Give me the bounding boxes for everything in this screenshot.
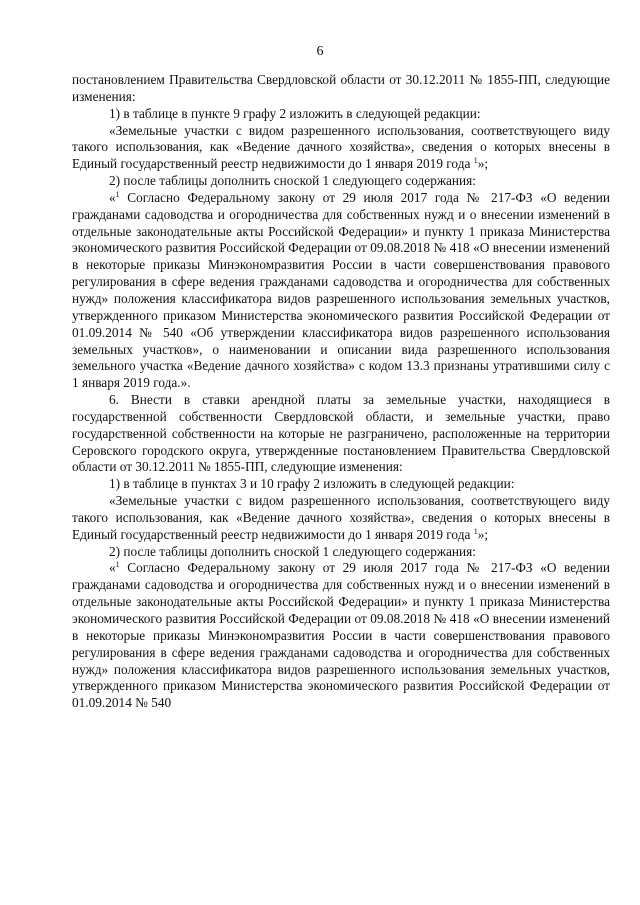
paragraph	[72, 493, 610, 544]
paragraph-text: «	[109, 560, 116, 576]
paragraph-text-tail: »;	[477, 526, 489, 542]
paragraph	[72, 392, 610, 476]
paragraph-text: 2) после таблицы дополнить сноской 1 следующего содержания:	[109, 543, 476, 559]
paragraph	[72, 72, 610, 106]
footnote-marker: 1	[115, 560, 120, 570]
paragraph	[72, 544, 610, 561]
footnote-marker: 1	[473, 156, 478, 166]
paragraph-text: 1) в таблице в пунктах 3 и 10 графу 2 изложить в следующей редакции:	[109, 476, 515, 492]
paragraph-text-tail: Согласно Федеральному закону от 29 июля 2017 года № 217-ФЗ «О ведении гражданами садоводства и огородничества для собственных нужд и о внесении изменений в отдельные законодательные акты Российской Федерации» и пункту 1 приказа Министерства экономического развития Российской Федерации от 09.08.2018 № 418 «О внесении изменений в некоторые приказы Минэкономразвития России в части совершенствования правового регулирования в сфере ведения гражданами садоводства и огородничества для собственных нужд» положения классификатора видов разрешенного использования земельных участков, утвержденного приказом Министерства экономического развития Российской Федерации от 01.09.2014 № 540 «Об утверждении классификатора видов разрешенного использования земельных участков», о наименовании и описании вида разрешенного использования земельного участка «Ведение дачного хозяйства» с кодом 13.3 признаны утратившими силу с 1 января 2019 года.».	[72, 189, 610, 391]
paragraph-text: «	[109, 189, 116, 205]
page-number: 6	[316, 44, 324, 59]
paragraph	[72, 190, 610, 392]
paragraph-text: 1) в таблице в пункте 9 графу 2 изложить в следующей редакции:	[109, 105, 481, 121]
paragraph-text-tail: Согласно Федеральному закону от 29 июля 2017 года № 217-ФЗ «О ведении гражданами садоводства и огородничества для собственных нужд и о внесении изменений в отдельные законодательные акты Российской Федерации» и пункту 1 приказа Министерства экономического развития Российской Федерации от 09.08.2018 № 418 «О внесении изменений в некоторые приказы Минэкономразвития России в части совершенствования правового регулирования в сфере ведения гражданами садоводства и огородничества для собственных нужд» положения классификатора видов разрешенного использования земельных участков, утвержденного приказом Министерства экономического развития Российской Федерации от 01.09.2014 № 540	[72, 560, 610, 711]
paragraph-text: постановлением Правительства Свердловской области от 30.12.2011 № 1855-ПП, следующие изменения:	[72, 72, 610, 104]
paragraph	[72, 106, 610, 123]
paragraph	[72, 173, 610, 190]
paragraph-text-tail: »;	[477, 156, 489, 172]
footnote-marker: 1	[473, 526, 478, 536]
paragraph	[72, 476, 610, 493]
paragraph-text: 6. Внести в ставки арендной платы за земельные участки, находящиеся в государственной собственности Свердловской области, и земельные участки, право государственной собственности на которые не разграничено, расположенные на территории Серовского городского округа, утвержденные постановлением Правительства Свердловской области от 30.12.2011 № 1855-ПП, следующие изменения:	[72, 392, 610, 475]
paragraph	[72, 560, 610, 712]
footnote-marker: 1	[115, 189, 120, 199]
paragraph-text: «Земельные участки с видом разрешенного использования, соответствующего виду такого использования, как «Ведение дачного хозяйства», сведения о которых внесены в Единый государственный реестр недвижимости до 1 января 2019 года	[72, 493, 610, 542]
document-body	[72, 72, 610, 712]
paragraph-text: «Земельные участки с видом разрешенного использования, соответствующего виду такого использования, как «Ведение дачного хозяйства», сведения о которых внесены в Единый государственный реестр недвижимости до 1 января 2019 года	[72, 122, 610, 172]
paragraph	[72, 123, 610, 174]
paragraph-text: 2) после таблицы дополнить сноской 1 следующего содержания:	[109, 173, 476, 189]
